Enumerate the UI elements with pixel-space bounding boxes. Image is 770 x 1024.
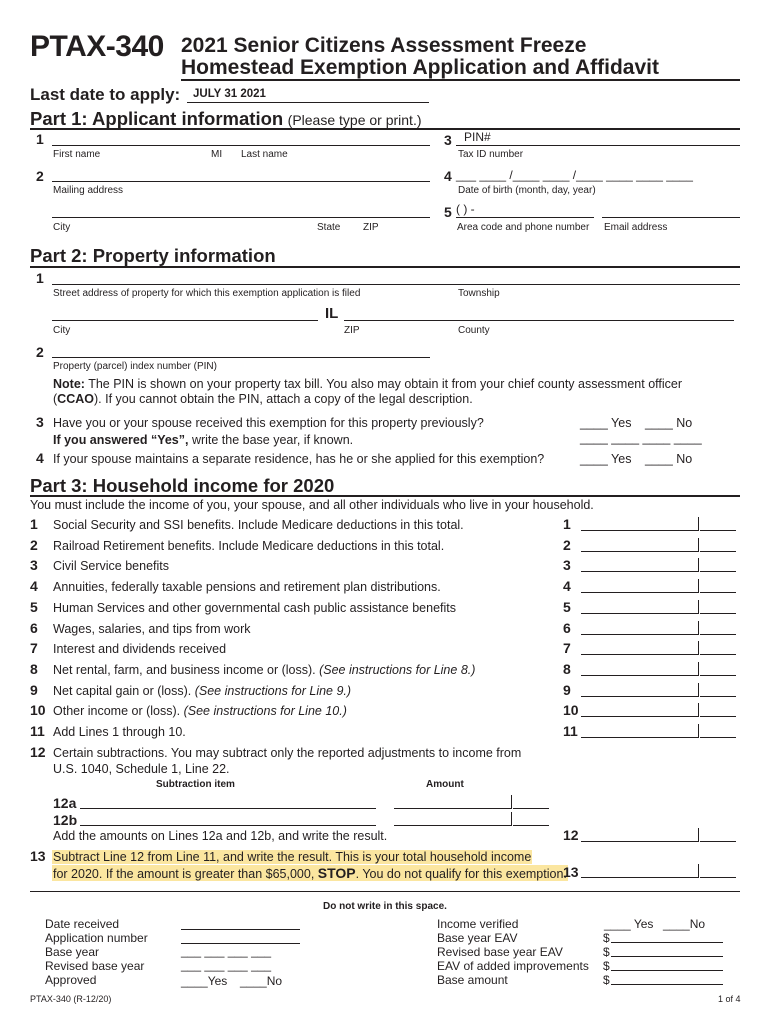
office-left-3: Revised base year: [45, 959, 145, 973]
l12b-amount-field[interactable]: [394, 812, 549, 826]
income-line-amount-field[interactable]: [581, 662, 736, 676]
income-line-label: [53, 601, 456, 615]
l12a-label: 12a: [53, 795, 77, 811]
col-amount: Amount: [426, 779, 464, 790]
p2-num-1: 1: [36, 270, 44, 286]
income-line-number: 5: [30, 599, 38, 615]
income-line-text: Interest and dividends received: [53, 642, 227, 656]
income-line-right-number: 8: [563, 661, 571, 677]
p1-num-4: 4: [444, 168, 452, 184]
office-right-0: Income verified: [437, 917, 519, 931]
income-line-instruction: (See instructions for Line 8.): [319, 663, 476, 677]
part2-rule: [30, 266, 740, 268]
l12a-item-field[interactable]: [80, 808, 376, 809]
p1-num-2: 2: [36, 168, 44, 184]
phone-field[interactable]: [456, 217, 594, 218]
l12-num: 12: [30, 744, 46, 760]
income-line-label: [53, 559, 169, 573]
income-line-amount-field[interactable]: [581, 621, 736, 635]
phone-fill: ( ) -: [456, 202, 475, 216]
q3-yes[interactable]: ____ Yes: [580, 416, 632, 430]
income-line-amount-field[interactable]: [581, 683, 736, 697]
income-verified-yes[interactable]: ____ Yes: [604, 917, 654, 931]
office-right-4: Base amount: [437, 973, 508, 987]
income-line-label: [53, 642, 226, 656]
email-label: Email address: [604, 222, 668, 233]
part2-title: Part 2: Property information: [30, 245, 276, 266]
l13-stop: STOP: [317, 865, 356, 881]
l12-total-field[interactable]: [581, 828, 736, 842]
form-id: PTAX-340: [30, 30, 164, 63]
pin-label: Property (parcel) index number (PIN): [53, 361, 217, 372]
income-line-text: Net capital gain or (loss).: [53, 684, 195, 698]
note-text2: ). If you cannot obtain the PIN, attach a copy of the legal description.: [93, 392, 473, 406]
income-line-label: [53, 704, 347, 718]
income-line-instruction: (See instructions for Line 10.): [183, 704, 347, 718]
pin-note-line2: (CCAO). If you cannot obtain the PIN, attach a copy of the legal description.: [53, 392, 473, 406]
last-date-line: [187, 102, 429, 103]
income-line-text: Social Security and SSI benefits. Include Medicare deductions in this total.: [53, 518, 464, 532]
income-line-right-number: 7: [563, 640, 571, 656]
city-label: City: [53, 222, 71, 233]
office-right-1: Base year EAV: [437, 931, 518, 945]
p1-num-1: 1: [36, 131, 44, 147]
first-name-label: First name: [53, 149, 101, 160]
income-line-label: [53, 725, 186, 739]
office-left-2: Base year: [45, 945, 100, 959]
note-label: Note:: [53, 377, 85, 391]
form-title-line2: Homestead Exemption Application and Affidavit: [181, 56, 659, 79]
income-line-amount-field[interactable]: [581, 703, 736, 717]
city-state-zip-field[interactable]: [52, 217, 430, 218]
dollar-sign-2: $: [603, 945, 610, 959]
mailing-address-label: Mailing address: [53, 185, 124, 196]
l13-right-num: 13: [563, 864, 579, 880]
part1-note: (Please type or print.): [287, 112, 422, 128]
l12-text2: U.S. 1040, Schedule 1, Line 22.: [53, 762, 230, 776]
office-left-1: Application number: [45, 931, 148, 945]
part1-title-text: Part 1: Applicant information: [30, 108, 284, 129]
income-line-text: Annuities, federally taxable pensions and retirement plan distributions.: [53, 580, 441, 594]
l13-total-field[interactable]: [581, 864, 736, 878]
income-line-label: [53, 539, 444, 553]
p2-num-4: 4: [36, 450, 44, 466]
p2-zip-label: ZIP: [344, 325, 360, 336]
footer-page: 1 of 4: [718, 994, 741, 1004]
email-field[interactable]: [602, 217, 740, 218]
county-label: County: [458, 325, 490, 336]
dollar-sign-3: $: [603, 959, 610, 973]
income-line-text: Railroad Retirement benefits. Include Medicare deductions in this total.: [53, 539, 445, 553]
pin-note: [53, 377, 682, 391]
footer-form-id: PTAX-340 (R-12/20): [30, 994, 112, 1004]
approved-yes[interactable]: ____Yes: [181, 974, 228, 988]
note-ccao: CCAO: [57, 392, 94, 406]
l12-add-text: Add the amounts on Lines 12a and 12b, and write the result.: [53, 829, 388, 843]
pin-field[interactable]: [52, 357, 430, 358]
col-subtraction-item: Subtraction item: [156, 779, 235, 790]
p2-num-3: 3: [36, 414, 44, 430]
part1-title: [30, 108, 422, 130]
base-amount-field[interactable]: [611, 984, 723, 985]
l13-text2a: for 2020. If the amount is greater than $65,000,: [53, 867, 318, 881]
approved-no[interactable]: ____No: [240, 974, 283, 988]
part3-rule: [30, 495, 740, 497]
income-line-number: 9: [30, 682, 38, 698]
income-line-right-number: 4: [563, 578, 571, 594]
income-line-number: 8: [30, 661, 38, 677]
pin-prefix: PIN#: [464, 130, 491, 144]
header-rule: [181, 79, 740, 81]
zip-label: ZIP: [363, 222, 379, 233]
mi-label: MI: [211, 149, 223, 160]
part3-intro: You must include the income of you, your spouse, and all other individuals who live in your household.: [30, 498, 594, 512]
name-field[interactable]: [52, 145, 430, 146]
income-line-right-number: 11: [563, 723, 578, 739]
tax-id-field[interactable]: [456, 145, 740, 146]
q4-yes[interactable]: ____ Yes: [580, 452, 632, 466]
last-date-label: Last date to apply:: [30, 85, 181, 104]
last-name-label: Last name: [241, 149, 288, 160]
income-line-amount-field[interactable]: [581, 517, 736, 531]
income-line-amount-field[interactable]: [581, 538, 736, 552]
property-street-field[interactable]: [52, 284, 740, 285]
office-title: Do not write in this space.: [323, 901, 447, 912]
income-line-text: Civil Service benefits: [53, 559, 170, 573]
p2-city-label: City: [53, 325, 71, 336]
dob-label: Date of birth (month, day, year): [458, 185, 596, 196]
income-line-label: [53, 580, 441, 594]
income-line-label: [53, 622, 251, 636]
income-line-number: 10: [30, 702, 46, 718]
q3-sub-text: write the base year, if known.: [188, 433, 354, 447]
income-line-right-number: 10: [563, 702, 579, 718]
l12-right-num: 12: [563, 827, 579, 843]
income-line-number: 1: [30, 516, 38, 532]
income-line-label: [53, 684, 351, 698]
q3-sub: [53, 433, 353, 447]
part3-title: Part 3: Household income for 2020: [30, 475, 335, 496]
income-line-right-number: 5: [563, 599, 571, 615]
income-line-right-number: 2: [563, 537, 571, 553]
income-line-number: 11: [30, 723, 45, 739]
income-line-right-number: 1: [563, 516, 571, 532]
income-line-number: 3: [30, 557, 38, 573]
dollar-sign-4: $: [603, 973, 610, 987]
property-zip-county-field[interactable]: [344, 320, 734, 321]
income-line-text: Add Lines 1 through 10.: [53, 725, 186, 739]
note-text1: The PIN is shown on your property tax bill. You also may obtain it from your chief county assessment officer: [84, 377, 683, 391]
l12-text1: Certain subtractions. You may subtract only the reported adjustments to income from: [53, 746, 522, 760]
state-label: State: [317, 222, 341, 233]
income-line-right-number: 6: [563, 620, 571, 636]
income-line-amount-field[interactable]: [581, 579, 736, 593]
income-line-number: 6: [30, 620, 38, 636]
l12a-amount-field[interactable]: [394, 795, 549, 809]
eav-added-improvements-field[interactable]: [611, 970, 723, 971]
income-line-label: [53, 663, 475, 677]
base-year-field[interactable]: ___ ___ ___ ___: [181, 944, 272, 958]
income-line-amount-field[interactable]: [581, 558, 736, 572]
p1-num-5: 5: [444, 204, 452, 220]
l12b-item-field[interactable]: [80, 825, 376, 826]
q3-no[interactable]: ____ No: [645, 416, 693, 430]
income-line-text: Human Services and other governmental cash public assistance benefits: [53, 601, 456, 615]
income-line-number: 2: [30, 537, 38, 553]
form-title-line1: 2021 Senior Citizens Assessment Freeze: [181, 34, 587, 57]
l12b-label: 12b: [53, 812, 78, 828]
revised-base-year-field[interactable]: ___ ___ ___ ___: [181, 958, 272, 972]
income-line-text: Wages, salaries, and tips from work: [53, 622, 251, 636]
income-line-right-number: 9: [563, 682, 571, 698]
income-line-right-number: 3: [563, 557, 571, 573]
l13-text2b: . You do not qualify for this exemption.: [355, 867, 567, 881]
il-label: IL: [325, 305, 339, 322]
office-right-3: EAV of added improvements: [437, 959, 589, 973]
tax-id-label: Tax ID number: [458, 149, 524, 160]
income-line-number: 4: [30, 578, 38, 594]
q3-text: Have you or your spouse received this exemption for this property previously?: [53, 416, 484, 430]
income-line-label: [53, 518, 464, 532]
office-left-0: Date received: [45, 917, 120, 931]
date-received-field[interactable]: [181, 929, 300, 930]
q3-sub-bold: If you answered “Yes”,: [53, 433, 189, 447]
income-line-instruction: (See instructions for Line 9.): [194, 684, 352, 698]
income-line-amount-field[interactable]: [581, 600, 736, 614]
office-right-2: Revised base year EAV: [437, 945, 563, 959]
income-line-amount-field[interactable]: [581, 724, 736, 738]
base-year-eav-field[interactable]: [611, 942, 723, 943]
dob-field[interactable]: ___ ____ /____ ____ /____ ____ ____ ____: [456, 168, 693, 182]
last-date-value: JULY 31 2021: [193, 88, 266, 100]
revised-base-year-eav-field[interactable]: [611, 956, 723, 957]
township-label: Township: [458, 288, 500, 299]
q4-text: If your spouse maintains a separate residence, has he or she applied for this exemption?: [53, 452, 545, 466]
income-line-amount-field[interactable]: [581, 641, 736, 655]
p2-num-2: 2: [36, 344, 44, 360]
income-line-number: 7: [30, 640, 38, 656]
p1-num-3: 3: [444, 132, 452, 148]
office-left-4: Approved: [45, 973, 97, 987]
office-rule: [30, 891, 740, 892]
l13-text2: [52, 865, 568, 881]
part1-rule: [30, 128, 740, 130]
q3-base-year-field[interactable]: ____ ____ ____ ____: [580, 431, 702, 445]
mailing-address-field[interactable]: [52, 181, 430, 182]
dollar-sign-1: $: [603, 931, 610, 945]
q4-no[interactable]: ____ No: [645, 452, 693, 466]
income-line-text: Net rental, farm, and business income or (loss).: [53, 663, 320, 677]
l13-num: 13: [30, 848, 46, 864]
property-city-field[interactable]: [52, 320, 318, 321]
street-label: Street address of property for which this exemption application is filed: [53, 288, 361, 299]
l13-text1: Subtract Line 12 from Line 11, and write the result. This is your total household income: [53, 850, 532, 864]
phone-label: Area code and phone number: [457, 222, 590, 233]
income-line-text: Other income or (loss).: [53, 704, 184, 718]
income-verified-no[interactable]: ____No: [663, 917, 706, 931]
